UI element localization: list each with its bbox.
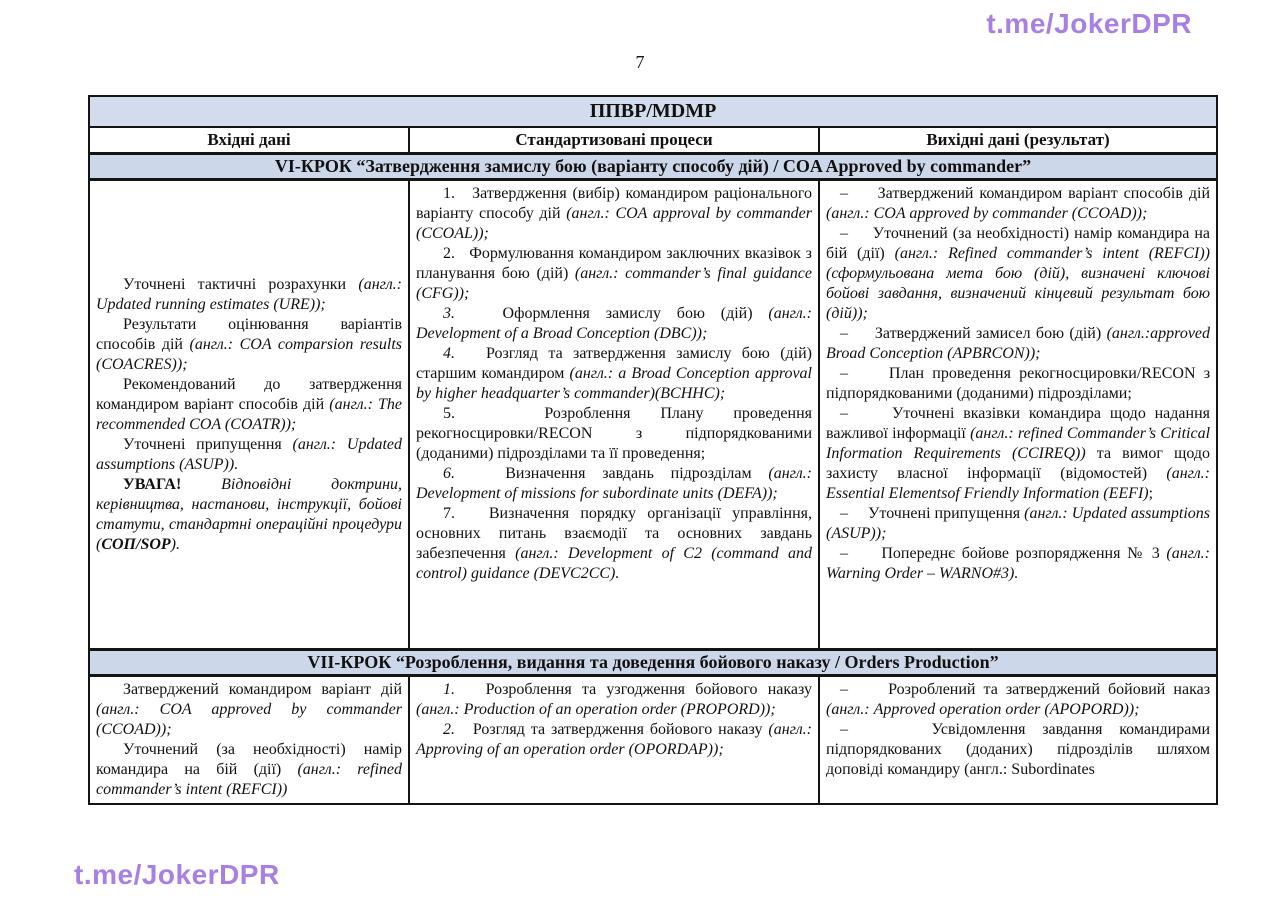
cell-vii-outputs: – Розроблений та затверджений бойовий наказ (англ.: Approved operation order (APOPORD)); – Усвідомлення завдання командирами підпорядкованих (доданих) підрозділів шляхом доповіді командиру (англ.: Subordinates: [819, 676, 1217, 805]
section-band-vii: VII-КРОК “Розроблення, видання та доведення бойового наказу / Orders Production”: [89, 650, 1217, 676]
cell-vi-inputs: Уточнені тактичні розрахунки (англ.: Updated running estimates (URE)); Результати оцінювання варіантів способів дій (англ.: COA comparsion results (COACRES)); Рекомендований до затвердження командиром варіант способів дій (англ.: The recommended COA (COATR)); Уточнені припущення (англ.: Updated assumptions (ASUP)). УВАГА! Відповідні доктрини, керівництва, настанови, інструкції, бойові статути, стандартні операційні процедури (СОП/SOP).: [89, 180, 409, 650]
cell-vi-outputs: – Затверджений командиром варіант способів дій (англ.: COA approved by commander (CCOAD)); – Уточнений (за необхідності) намір командира на бій (дії) (англ.: Refined commander’s intent (REFCI)) (сформульована мета бою (дій), визначені ключові бойові завдання, визначений кінцевий результат бою (дій)); – Затверджений замисел бою (дій) (англ.:approved Broad Conception (APBRCON)); – План проведення рекогносцировки/RECON з підпорядкованими (доданими) підрозділами; – Уточнені вказівки командира щодо надання важливої інформації (англ.: refined Commander’s Critical Information Requirements (CCIREQ)) та вимог щодо захисту власної інформації (відомостей) (англ.: Essential Elementsof Friendly Information (EEFI); – Уточнені припущення (англ.: Updated assumptions (ASUP)); – Попереднє бойове розпорядження № 3 (англ.: Warning Order – WARNO#3).: [819, 180, 1217, 650]
column-header-processes: Стандартизовані процеси: [409, 127, 819, 154]
watermark-top: t.me/JokerDPR: [986, 8, 1192, 39]
cell-vii-inputs: Затверджений командиром варіант дій (англ.: COA approved by commander (CCOAD)); Уточнений (за необхідності) намір командира на бій (дії) (англ.: refined commander’s intent (REFCI)): [89, 676, 409, 805]
table-row-vii: [89, 676, 1217, 805]
column-header-inputs: Вхідні дані: [89, 127, 409, 154]
cell-vi-processes: 1. Затвердження (вибір) командиром раціонального варіанту способу дій (англ.: COA approval by commander (CCOAL)); 2. Формулювання командиром заключних вказівок з планування бою (дій) (англ.: commander’s final guidance (CFG)); 3. Оформлення замислу бою (дій) (англ.: Development of a Broad Conception (DBC)); 4. Розгляд та затвердження замислу бою (дій) старшим командиром (англ.: a Broad Conception approval by higher headquarter’s commander)(BCHHC); 5. Розроблення Плану проведення рекогносцировки/RECON з підпорядкованими (доданими) підрозділами та її проведення; 6. Визначення завдань підрозділам (англ.: Development of missions for subordinate units (DEFA)); 7. Визначення порядку організації управління, основних питань взаємодії та основних завдань забезпечення (англ.: Development of C2 (command and control) guidance (DEVC2CC).: [409, 180, 819, 650]
table-row-vi: [89, 180, 1217, 650]
page-number: 7: [635, 52, 645, 72]
cell-vii-processes: 1. Розроблення та узгодження бойового наказу (англ.: Production of an operation order (PROPORD)); 2. Розгляд та затвердження бойового наказу (англ.: Approving of an operation order (OPORDAP));: [409, 676, 819, 805]
watermark-bottom: t.me/JokerDPR: [74, 859, 280, 890]
column-header-outputs: Вихідні дані (результат): [819, 127, 1217, 154]
table-title: ППВР/MDMP: [89, 96, 1217, 127]
mdmp-table: [88, 95, 1218, 805]
section-band-vi: VI-КРОК “Затвердження замислу бою (варіанту способу дій) / COA Approved by commander”: [89, 154, 1217, 180]
